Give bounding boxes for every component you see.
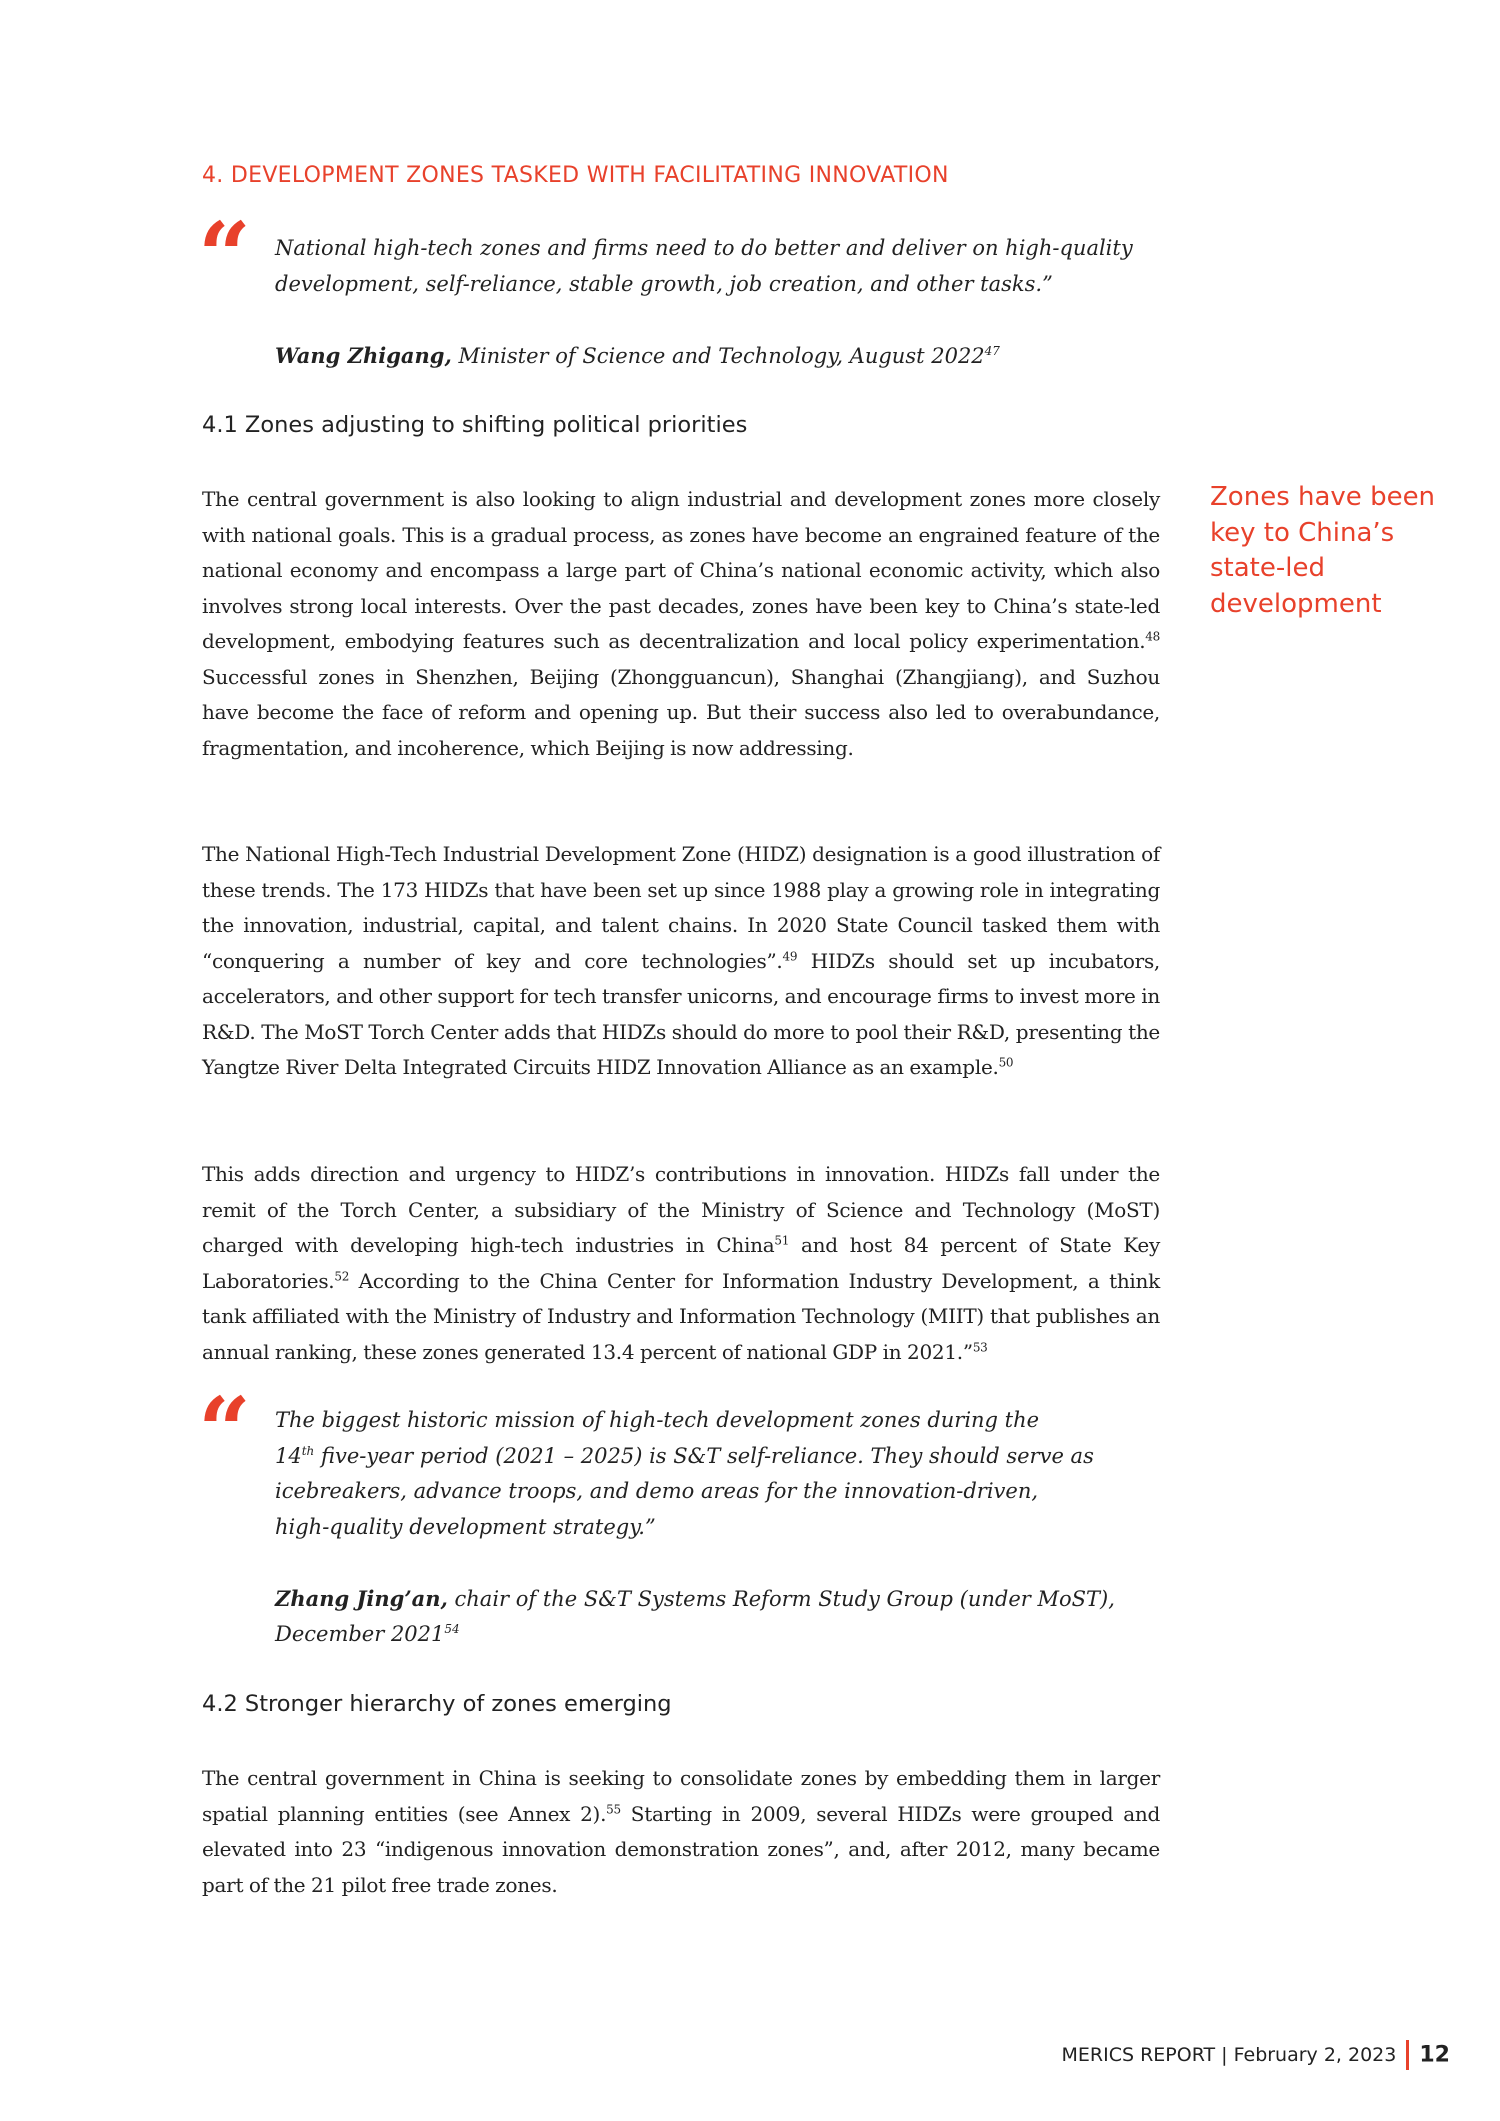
quote-attribution	[275, 338, 1135, 375]
page-number: 12	[1419, 2042, 1450, 2068]
paragraph-text: Starting in 2009, several HIDZs were grouped and elevated into 23 “indigenous innovation demonstration zones”, and, after 2012, many became part of the 21 pilot free trade zones.	[202, 1801, 1160, 1897]
quote-mark-icon: “	[198, 1377, 251, 1485]
paragraph-4	[202, 1761, 1160, 1903]
subheading-4-1: 4.1 Zones adjusting to shifting political priorities	[202, 412, 748, 438]
paragraph-text: According to the China Center for Information Industry Development, a think tank affiliated with the Ministry of Industry and Information Technology (MIIT) that publishes an annual ranking, these zones generated 13.4 percent of national GDP in 2021.”	[202, 1268, 1160, 1364]
paragraph-text: and host 84 percent of State Key Laboratories.	[202, 1233, 1160, 1293]
quote-role: Minister of Science and Technology, August 2022	[451, 343, 985, 368]
paragraph-text: Successful zones in Shenzhen, Beijing (Zhongguancun), Shanghai (Zhangjiang), and Suzhou have become the face of reform and opening up. But their success also led to overabundance, fragmentation, and incoherence, which Beijing is now addressing.	[202, 664, 1160, 760]
footer-report-title: MERICS REPORT | February 2, 2023	[1061, 2044, 1397, 2066]
footnote-ref[interactable]: 53	[972, 1339, 988, 1354]
paragraph-text: The central government in China is seeking to consolidate zones by embedding them in larger spatial planning entities (see Annex 2).	[202, 1766, 1160, 1826]
paragraph-text: This adds direction and urgency to HIDZ’s contributions in innovation. HIDZs fall under the remit of the Torch Center, a subsidiary of the Ministry of Science and Technology (MoST) charged with developing high-tech industries in China	[202, 1162, 1160, 1257]
quote-mark-icon: “	[198, 202, 251, 310]
paragraph-2	[202, 837, 1160, 1086]
footnote-ref[interactable]: 51	[774, 1233, 790, 1248]
subheading-4-2: 4.2 Stronger hierarchy of zones emerging	[202, 1691, 672, 1717]
quote-zhang	[275, 1403, 1135, 1653]
quote-line: high-quality development strategy.”	[275, 1514, 656, 1539]
paragraph-3	[202, 1157, 1160, 1370]
quote-line: The biggest historic mission of high-tech development zones during the	[275, 1408, 1040, 1432]
quote-author: Zhang Jing’an,	[275, 1585, 448, 1611]
footnote-ref[interactable]: 47	[984, 343, 1000, 358]
paragraph-text: HIDZs should set up incubators, accelerators, and other support for tech transfer unicorns, and encourage firms to invest more in R&D. The MoST Torch Center adds that HIDZs should do more to pool their R&D, presenting the Yangtze River Delta Integrated Circuits HIDZ Innovation Alliance as an example.	[202, 948, 1160, 1079]
footnote-ref[interactable]: 55	[606, 1801, 621, 1816]
quote-text: National high-tech zones and firms need to do better and deliver on high-quality development, self-reliance, stable growth, job creation, and other tasks.”	[275, 236, 1133, 296]
paragraph-1	[202, 482, 1160, 766]
page-footer	[1062, 2040, 1450, 2070]
footnote-ref[interactable]: 50	[998, 1055, 1014, 1070]
pull-quote: Zones have been key to China’s state-led development	[1210, 482, 1436, 619]
quote-line: 14th five-year period (2021 – 2025) is S&T self-reliance. They should serve as	[275, 1443, 1094, 1468]
quote-role: chair of the S&T Systems Reform Study Group (under MoST),	[447, 1586, 1115, 1611]
paragraph-text: The central government is also looking to align industrial and development zones more closely with national goals. This is a gradual process, as zones have become an engrained feature of the national economy and encompass a large part of China’s national economic activity, which also involves strong local interests. Over the past decades, zones have been key to China’s state-led development, embodying features such as decentralization and local policy experimentation.	[202, 487, 1160, 653]
footnote-ref[interactable]: 54	[444, 1622, 460, 1636]
quote-author: Wang Zhigang,	[275, 342, 452, 368]
quote-attribution-date: December 2021$^{54}$	[275, 1622, 460, 1646]
quote-minister	[275, 231, 1135, 374]
footnote-ref[interactable]: 49	[782, 948, 798, 963]
paragraph-text: The National High-Tech Industrial Development Zone (HIDZ) designation is a good illustration of these trends. The 173 HIDZs that have been set up since 1988 play a growing role in integrating the innovation, industrial, capital, and talent chains. In 2020 State Council tasked them with “conquering a number of key and core technologies”.	[202, 842, 1160, 973]
footnote-ref[interactable]: 52	[334, 1268, 350, 1283]
quote-line: icebreakers, advance troops, and demo areas for the innovation-driven,	[275, 1479, 1039, 1503]
footnote-ref[interactable]: 48	[1145, 629, 1160, 644]
quote-attribution	[275, 1581, 1135, 1618]
footer-divider	[1406, 2040, 1409, 2070]
section-heading: 4. DEVELOPMENT ZONES TASKED WITH FACILITATING INNOVATION	[202, 163, 949, 188]
